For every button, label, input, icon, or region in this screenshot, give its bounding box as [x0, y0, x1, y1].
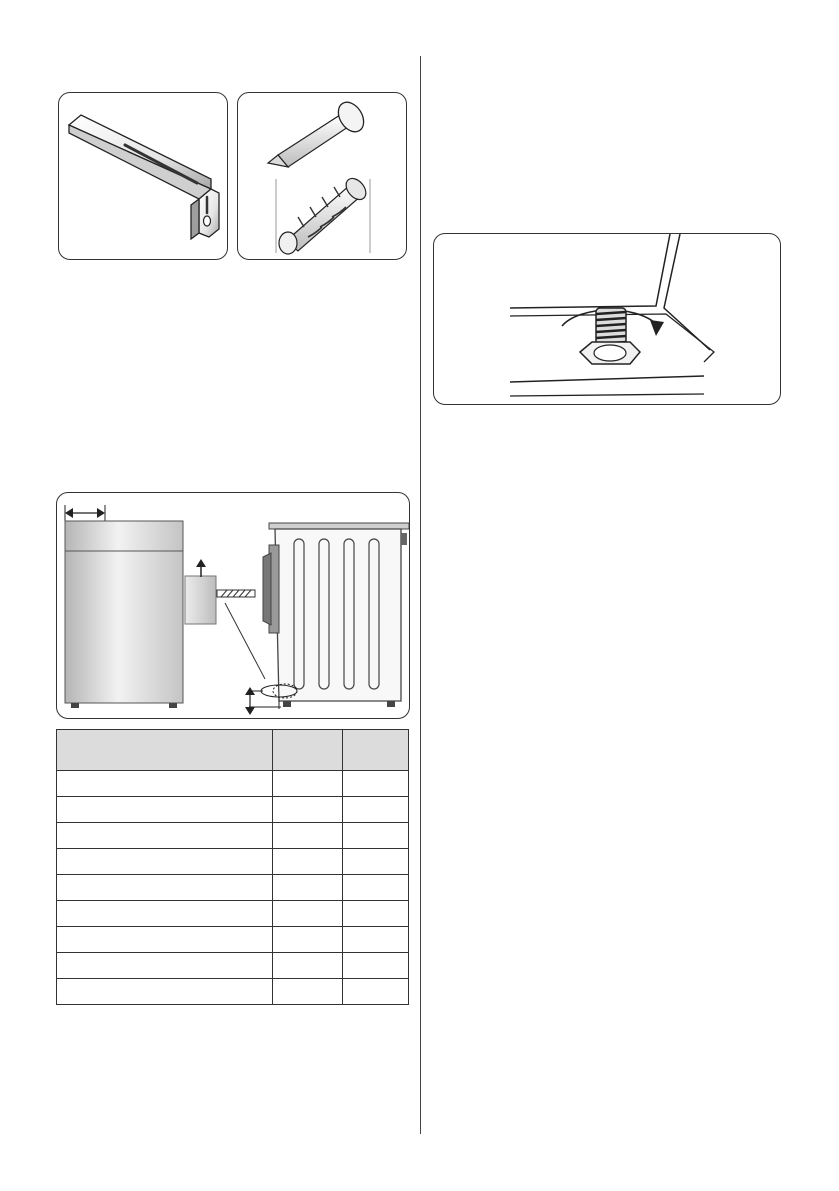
table-cell — [273, 849, 343, 875]
table-row — [57, 875, 409, 901]
table-row — [57, 953, 409, 979]
foot-screw-icon — [434, 234, 780, 404]
table-cell — [343, 797, 409, 823]
table-cell — [273, 823, 343, 849]
table-row — [57, 901, 409, 927]
table-row — [57, 927, 409, 953]
table-cell — [57, 927, 273, 953]
table-header-cell — [343, 730, 409, 771]
table-row — [57, 797, 409, 823]
screw-illustration-panel — [237, 92, 407, 260]
screw-icon — [238, 93, 406, 259]
table-cell — [343, 875, 409, 901]
table-cell — [57, 823, 273, 849]
bracket-icon — [59, 93, 227, 259]
table-cell — [57, 849, 273, 875]
table-cell — [273, 771, 343, 797]
table-cell — [343, 901, 409, 927]
table-row — [57, 771, 409, 797]
foot-illustration-panel — [433, 233, 781, 405]
appliance-side-view-icon — [57, 493, 409, 718]
width-arrow-icon — [65, 505, 105, 521]
installation-diagram-panel — [56, 492, 410, 719]
table-cell — [57, 953, 273, 979]
table-row — [57, 849, 409, 875]
table-cell — [57, 771, 273, 797]
table-cell — [343, 927, 409, 953]
table-cell — [57, 797, 273, 823]
table-cell — [343, 823, 409, 849]
bracket-illustration-panel — [58, 92, 228, 260]
table-row — [57, 823, 409, 849]
table-cell — [273, 901, 343, 927]
table-cell — [273, 953, 343, 979]
table-row — [57, 979, 409, 1005]
table-cell — [273, 875, 343, 901]
table-cell — [343, 771, 409, 797]
table-cell — [343, 953, 409, 979]
table-cell — [343, 979, 409, 1005]
specification-table — [56, 729, 409, 1005]
table-header-cell — [273, 730, 343, 771]
table-cell — [343, 849, 409, 875]
table-cell — [273, 927, 343, 953]
table-cell — [57, 875, 273, 901]
table-cell — [273, 797, 343, 823]
table-header-cell — [57, 730, 273, 771]
table-header-row — [57, 730, 409, 771]
column-divider — [420, 56, 421, 1134]
table-cell — [273, 979, 343, 1005]
table-cell — [57, 901, 273, 927]
table-cell — [57, 979, 273, 1005]
